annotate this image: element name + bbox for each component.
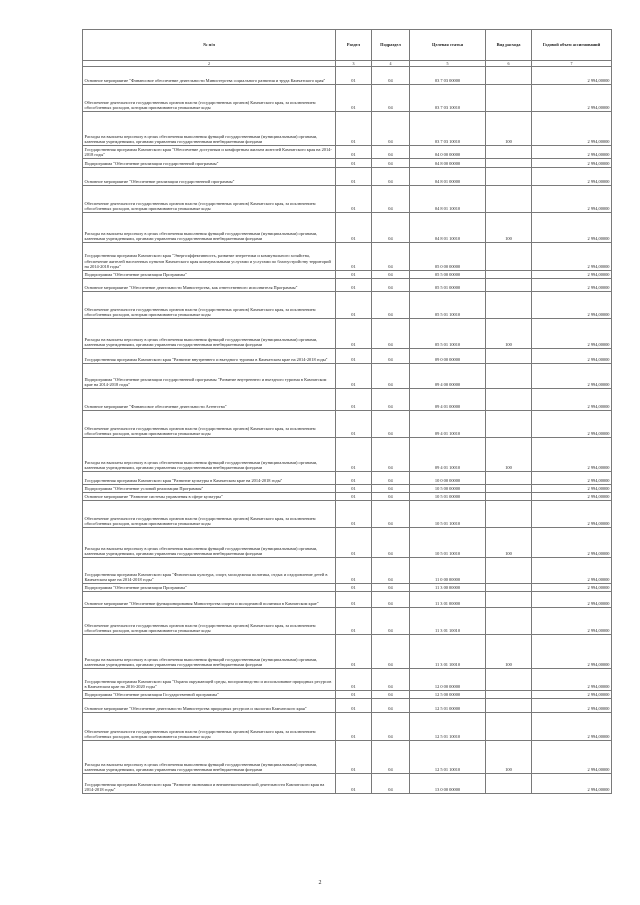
- row-razdel: 01: [336, 159, 372, 168]
- row-razdel: 01: [336, 774, 372, 794]
- row-name: Обеспечение деятельности государственных органов власти (государственных органов) Камчатского края, за исключением обособленных расходов, которым присваиваются уникальные коды: [83, 186, 336, 213]
- row-amount: 2 994,00000: [532, 112, 612, 146]
- row-razdel: 01: [336, 528, 372, 558]
- index-cell-4: 4: [372, 61, 410, 67]
- table-row: [83, 635, 612, 669]
- row-razdel: 01: [336, 319, 372, 349]
- row-target: 03 7 03 10010: [410, 112, 486, 146]
- row-razdel: 01: [336, 292, 372, 319]
- row-name: Подпрограмма "Обеспечение реализации государственной программы "Развитие внутреннего и въездного туризма в Камчатском крае на 2014-2018 годы": [83, 364, 336, 389]
- table-row: [83, 186, 612, 213]
- row-amount: 2 994,00000: [532, 472, 612, 485]
- row-name: Основное мероприятие "Обеспечение деятельности Министерства, как ответственного исполнителя Программы": [83, 279, 336, 292]
- row-amount: 2 994,00000: [532, 713, 612, 741]
- row-razdel: 01: [336, 213, 372, 243]
- row-amount: 2 994,00000: [532, 608, 612, 635]
- header-razdel: Раздел: [336, 30, 372, 61]
- row-amount: 2 994,00000: [532, 186, 612, 213]
- row-razdel: 01: [336, 669, 372, 691]
- row-razdel: 01: [336, 364, 372, 389]
- row-vid: [486, 501, 532, 528]
- row-target: 09 0 00 00000: [410, 349, 486, 364]
- row-podrazdel: 04: [372, 319, 410, 349]
- row-vid: [486, 146, 532, 159]
- row-name: Государственная программа Камчатского края "Обеспечение доступным и комфортным жильем жителей Камчатского края на 2014-2018 годы": [83, 146, 336, 159]
- row-razdel: 01: [336, 279, 372, 292]
- row-podrazdel: 04: [372, 186, 410, 213]
- row-razdel: 01: [336, 67, 372, 85]
- row-vid: [486, 592, 532, 608]
- row-name: Государственная программа Камчатского края "Физическая культура, спорт, молодежная политика, отдых и оздоровление детей в Камчатском крае на 2014-2018 годы": [83, 558, 336, 584]
- row-podrazdel: 04: [372, 472, 410, 485]
- page-number: 2: [318, 880, 322, 886]
- header-amount: Годовой объем ассигнований: [532, 30, 612, 61]
- row-target: 09 4 00 00000: [410, 364, 486, 389]
- row-target: 05 5 00 00000: [410, 271, 486, 279]
- table-row: [83, 485, 612, 493]
- table-row: [83, 528, 612, 558]
- row-podrazdel: 04: [372, 713, 410, 741]
- row-podrazdel: 04: [372, 67, 410, 85]
- row-podrazdel: 04: [372, 364, 410, 389]
- budget-sheet: [82, 29, 611, 794]
- row-razdel: 01: [336, 271, 372, 279]
- row-podrazdel: 04: [372, 592, 410, 608]
- row-name: Государственная программа Камчатского края "Развитие внутреннего и въездного туризма в Камчатском крае на 2014-2018 годы": [83, 349, 336, 364]
- row-name: Государственная программа Камчатского края "Энергоэффективность, развитие энергетики и коммунального хозяйства, обеспечение жителей населенных пунктов Камчатского края коммунальными услугами и услугами по благоустройству территорий на 2014-2018 годы": [83, 243, 336, 271]
- row-razdel: 01: [336, 691, 372, 699]
- row-podrazdel: 04: [372, 168, 410, 186]
- row-amount: 2 994,00000: [532, 271, 612, 279]
- row-vid: 100: [486, 112, 532, 146]
- row-vid: [486, 364, 532, 389]
- row-vid: [486, 159, 532, 168]
- table-body: [83, 61, 612, 794]
- table-row: [83, 438, 612, 472]
- row-name: Расходы на выплаты персоналу в целях обеспечения выполнения функций государственными (муниципальными) органами, казенными учреждениями, органами управления государственными внебюджетными фондами: [83, 319, 336, 349]
- row-podrazdel: 04: [372, 271, 410, 279]
- table-row: [83, 364, 612, 389]
- row-podrazdel: 04: [372, 528, 410, 558]
- header-target: Целевая статья: [410, 30, 486, 61]
- row-podrazdel: 04: [372, 112, 410, 146]
- row-vid: [486, 699, 532, 713]
- row-podrazdel: 04: [372, 669, 410, 691]
- row-podrazdel: 04: [372, 438, 410, 472]
- row-name: Обеспечение деятельности государственных органов власти (государственных органов) Камчатского края, за исключением обособленных расходов, которым присваиваются уникальные коды: [83, 713, 336, 741]
- row-amount: 2 994,00000: [532, 493, 612, 501]
- row-razdel: 01: [336, 112, 372, 146]
- row-razdel: 01: [336, 558, 372, 584]
- row-vid: [486, 493, 532, 501]
- row-razdel: 01: [336, 438, 372, 472]
- row-razdel: 01: [336, 186, 372, 213]
- row-podrazdel: 04: [372, 292, 410, 319]
- row-target: 11 3 00 00000: [410, 584, 486, 592]
- table-row: [83, 279, 612, 292]
- row-razdel: 01: [336, 411, 372, 438]
- row-vid: 100: [486, 741, 532, 774]
- row-name: Подпрограмма "Обеспечение реализации Программы": [83, 584, 336, 592]
- table-row: [83, 669, 612, 691]
- row-vid: [486, 292, 532, 319]
- row-target: 11 0 00 00000: [410, 558, 486, 584]
- row-amount: 2 994,00000: [532, 635, 612, 669]
- row-target: 12 5 01 00000: [410, 699, 486, 713]
- table-row: [83, 389, 612, 411]
- row-podrazdel: 04: [372, 389, 410, 411]
- row-amount: 2 994,00000: [532, 411, 612, 438]
- header-vid: Вид расхода: [486, 30, 532, 61]
- row-podrazdel: 04: [372, 741, 410, 774]
- row-razdel: 01: [336, 349, 372, 364]
- row-amount: 2 994,00000: [532, 485, 612, 493]
- row-target: 11 3 01 00000: [410, 592, 486, 608]
- row-amount: 2 994,00000: [532, 438, 612, 472]
- row-vid: [486, 168, 532, 186]
- row-razdel: 01: [336, 243, 372, 271]
- row-razdel: 01: [336, 501, 372, 528]
- row-razdel: 01: [336, 168, 372, 186]
- row-target: 10 0 00 00000: [410, 472, 486, 485]
- row-vid: [486, 271, 532, 279]
- table-row: [83, 85, 612, 112]
- row-target: 12 5 01 10010: [410, 713, 486, 741]
- row-podrazdel: 04: [372, 159, 410, 168]
- row-razdel: 01: [336, 741, 372, 774]
- table-row: [83, 243, 612, 271]
- row-vid: [486, 186, 532, 213]
- row-name: Обеспечение деятельности государственных органов власти (государственных органов) Камчатского края, за исключением обособленных расходов, которым присваиваются уникальные коды: [83, 608, 336, 635]
- row-vid: [486, 85, 532, 112]
- row-vid: [486, 243, 532, 271]
- row-target: 04 8 01 10010: [410, 213, 486, 243]
- row-razdel: 01: [336, 389, 372, 411]
- row-vid: [486, 389, 532, 411]
- row-vid: [486, 485, 532, 493]
- table-row: [83, 213, 612, 243]
- row-amount: 2 994,00000: [532, 67, 612, 85]
- row-amount: 2 994,00000: [532, 319, 612, 349]
- row-name: Основное мероприятие "Обеспечение деятельности Министерства природных ресурсов и экологии Камчатского края": [83, 699, 336, 713]
- row-vid: [486, 67, 532, 85]
- row-razdel: 01: [336, 493, 372, 501]
- row-name: Государственная программа Камчатского края "Развитие культуры в Камчатском крае на 2014-2018 годы": [83, 472, 336, 485]
- table-row: [83, 146, 612, 159]
- row-target: 10 5 00 00000: [410, 485, 486, 493]
- row-razdel: 01: [336, 592, 372, 608]
- row-name: Расходы на выплаты персоналу в целях обеспечения выполнения функций государственными (муниципальными) органами, казенными учреждениями, органами управления государственными внебюджетными фондами: [83, 213, 336, 243]
- table-row: [83, 713, 612, 741]
- row-name: Обеспечение деятельности государственных органов власти (государственных органов) Камчатского края, за исключением обособленных расходов, которым присваиваются уникальные коды: [83, 85, 336, 112]
- row-target: 05 5 01 00000: [410, 279, 486, 292]
- row-podrazdel: 04: [372, 493, 410, 501]
- table-row: [83, 349, 612, 364]
- table-row: [83, 271, 612, 279]
- row-podrazdel: 04: [372, 608, 410, 635]
- table-row: [83, 493, 612, 501]
- row-name: Подпрограмма "Обеспечение условий реализации Программы": [83, 485, 336, 493]
- row-target: 03 7 03 00000: [410, 67, 486, 85]
- row-podrazdel: 04: [372, 584, 410, 592]
- table-row: [83, 774, 612, 794]
- row-podrazdel: 04: [372, 774, 410, 794]
- row-vid: [486, 774, 532, 794]
- row-target: 09 4 01 10010: [410, 411, 486, 438]
- row-razdel: 01: [336, 472, 372, 485]
- index-cell-7: 7: [532, 61, 612, 67]
- row-amount: 2 994,00000: [532, 774, 612, 794]
- row-target: 10 5 01 10010: [410, 501, 486, 528]
- table-row: [83, 501, 612, 528]
- row-podrazdel: 04: [372, 213, 410, 243]
- row-target: 09 4 01 10010: [410, 438, 486, 472]
- row-vid: [486, 349, 532, 364]
- row-podrazdel: 04: [372, 635, 410, 669]
- row-podrazdel: 04: [372, 349, 410, 364]
- table-row: [83, 584, 612, 592]
- row-podrazdel: 04: [372, 411, 410, 438]
- row-razdel: 01: [336, 146, 372, 159]
- row-target: 05 5 01 10010: [410, 292, 486, 319]
- row-name: Основное мероприятие "Обеспечение реализации государственной программы": [83, 168, 336, 186]
- row-name: Расходы на выплаты персоналу в целях обеспечения выполнения функций государственными (муниципальными) органами, казенными учреждениями, органами управления государственными внебюджетными фондами: [83, 438, 336, 472]
- table-row: [83, 319, 612, 349]
- row-name: Подпрограмма "Обеспечение реализации Государственной программы": [83, 691, 336, 699]
- row-vid: [486, 691, 532, 699]
- row-name: Расходы на выплаты персоналу в целях обеспечения выполнения функций государственными (муниципальными) органами, казенными учреждениями, органами управления государственными внебюджетными фондами: [83, 741, 336, 774]
- index-cell-6: 6: [486, 61, 532, 67]
- row-name: Обеспечение деятельности государственных органов власти (государственных органов) Камчатского края, за исключением обособленных расходов, которым присваиваются уникальные коды: [83, 411, 336, 438]
- table-row: [83, 472, 612, 485]
- row-name: Обеспечение деятельности государственных органов власти (государственных органов) Камчатского края, за исключением обособленных расходов, которым присваиваются уникальные коды: [83, 501, 336, 528]
- row-amount: 2 994,00000: [532, 501, 612, 528]
- row-target: 05 5 01 10010: [410, 319, 486, 349]
- row-amount: 2 994,00000: [532, 669, 612, 691]
- table-row: [83, 608, 612, 635]
- row-vid: [486, 584, 532, 592]
- row-razdel: 01: [336, 584, 372, 592]
- row-name: Обеспечение деятельности государственных органов власти (государственных органов) Камчатского края, за исключением обособленных расходов, которым присваиваются уникальные коды: [83, 292, 336, 319]
- row-target: 03 7 03 10010: [410, 85, 486, 112]
- row-target: 12 5 00 00000: [410, 691, 486, 699]
- row-target: 05 0 00 00000: [410, 243, 486, 271]
- row-amount: 2 994,00000: [532, 528, 612, 558]
- row-amount: 2 994,00000: [532, 146, 612, 159]
- header-row: [83, 30, 612, 61]
- row-podrazdel: 04: [372, 501, 410, 528]
- row-vid: 100: [486, 438, 532, 472]
- row-vid: [486, 669, 532, 691]
- row-vid: [486, 279, 532, 292]
- row-amount: 2 994,00000: [532, 243, 612, 271]
- row-vid: [486, 411, 532, 438]
- row-podrazdel: 04: [372, 279, 410, 292]
- row-target: 11 3 01 10010: [410, 608, 486, 635]
- row-amount: 2 994,00000: [532, 592, 612, 608]
- table-row: [83, 112, 612, 146]
- row-vid: 100: [486, 635, 532, 669]
- table-row: [83, 292, 612, 319]
- row-amount: 2 994,00000: [532, 279, 612, 292]
- row-name: Основное мероприятие "Развитие системы управления в сфере культуры": [83, 493, 336, 501]
- table-row: [83, 67, 612, 85]
- row-podrazdel: 04: [372, 243, 410, 271]
- row-amount: 2 994,00000: [532, 741, 612, 774]
- table-row: [83, 159, 612, 168]
- table-row: [83, 741, 612, 774]
- row-vid: [486, 472, 532, 485]
- row-target: 12 0 00 00000: [410, 669, 486, 691]
- row-razdel: 01: [336, 608, 372, 635]
- row-target: 09 4 01 00000: [410, 389, 486, 411]
- row-amount: 2 994,00000: [532, 389, 612, 411]
- row-amount: 2 994,00000: [532, 699, 612, 713]
- budget-table: [82, 29, 612, 794]
- row-amount: 2 994,00000: [532, 558, 612, 584]
- index-cell-3: 3: [336, 61, 372, 67]
- row-amount: 2 994,00000: [532, 168, 612, 186]
- table-row: [83, 691, 612, 699]
- row-target: 10 5 01 10010: [410, 528, 486, 558]
- row-razdel: 01: [336, 713, 372, 741]
- row-name: Расходы на выплаты персоналу в целях обеспечения выполнения функций государственными (муниципальными) органами, казенными учреждениями, органами управления государственными внебюджетными фондами: [83, 112, 336, 146]
- row-vid: 100: [486, 528, 532, 558]
- row-vid: [486, 558, 532, 584]
- row-vid: [486, 713, 532, 741]
- index-cell-5: 5: [410, 61, 486, 67]
- row-podrazdel: 04: [372, 691, 410, 699]
- row-name: Государственная программа Камчатского края "Охрана окружающей среды, воспроизводство и использование природных ресурсов в Камчатском крае на 2016-2020 годы": [83, 669, 336, 691]
- table-row: [83, 411, 612, 438]
- row-podrazdel: 04: [372, 85, 410, 112]
- row-target: 04 0 00 00000: [410, 146, 486, 159]
- row-target: 12 5 01 10010: [410, 741, 486, 774]
- row-target: 11 3 01 10010: [410, 635, 486, 669]
- index-cell-1: 2: [83, 61, 336, 67]
- row-target: 04 8 01 00000: [410, 168, 486, 186]
- header-podrazdel: Подраздел: [372, 30, 410, 61]
- row-amount: 2 994,00000: [532, 364, 612, 389]
- row-podrazdel: 04: [372, 558, 410, 584]
- row-amount: 2 994,00000: [532, 159, 612, 168]
- row-amount: 2 994,00000: [532, 584, 612, 592]
- row-razdel: 01: [336, 85, 372, 112]
- row-amount: 2 994,00000: [532, 292, 612, 319]
- table-row: [83, 558, 612, 584]
- row-podrazdel: 04: [372, 485, 410, 493]
- row-vid: 100: [486, 213, 532, 243]
- row-razdel: 01: [336, 485, 372, 493]
- row-name: Подпрограмма "Обеспечение реализации государственной программы": [83, 159, 336, 168]
- row-target: 10 5 01 00000: [410, 493, 486, 501]
- row-name: Основное мероприятие "Обеспечение функционирования Министерства спорта и молодежной политики в Камчатском крае": [83, 592, 336, 608]
- row-amount: 2 994,00000: [532, 349, 612, 364]
- row-amount: 2 994,00000: [532, 85, 612, 112]
- row-amount: 2 994,00000: [532, 691, 612, 699]
- row-name: Расходы на выплаты персоналу в целях обеспечения выполнения функций государственными (муниципальными) органами, казенными учреждениями, органами управления государственными внебюджетными фондами: [83, 528, 336, 558]
- row-name: Основное мероприятие "Финансовое обеспечение деятельности Министерства социального развития и труда Камчатского края": [83, 67, 336, 85]
- header-num: № п/п: [83, 30, 336, 61]
- row-name: Государственная программа Камчатского края "Развитие экономики и внешнеэкономической деятельности Камчатского края на 2014-2018 годы": [83, 774, 336, 794]
- row-name: Подпрограмма "Обеспечение реализации Программы": [83, 271, 336, 279]
- table-row: [83, 699, 612, 713]
- row-name: Расходы на выплаты персоналу в целях обеспечения выполнения функций государственными (муниципальными) органами, казенными учреждениями, органами управления государственными внебюджетными фондами: [83, 635, 336, 669]
- table-row: [83, 168, 612, 186]
- row-target: 04 8 01 10010: [410, 186, 486, 213]
- row-podrazdel: 04: [372, 146, 410, 159]
- row-amount: 2 994,00000: [532, 213, 612, 243]
- row-razdel: 01: [336, 699, 372, 713]
- row-vid: 100: [486, 319, 532, 349]
- table-row: [83, 592, 612, 608]
- row-target: 13 0 00 00000: [410, 774, 486, 794]
- row-razdel: 01: [336, 635, 372, 669]
- row-target: 04 8 00 00000: [410, 159, 486, 168]
- row-name: Основное мероприятие "Финансовое обеспечение деятельности Агентства": [83, 389, 336, 411]
- row-podrazdel: 04: [372, 699, 410, 713]
- row-vid: [486, 608, 532, 635]
